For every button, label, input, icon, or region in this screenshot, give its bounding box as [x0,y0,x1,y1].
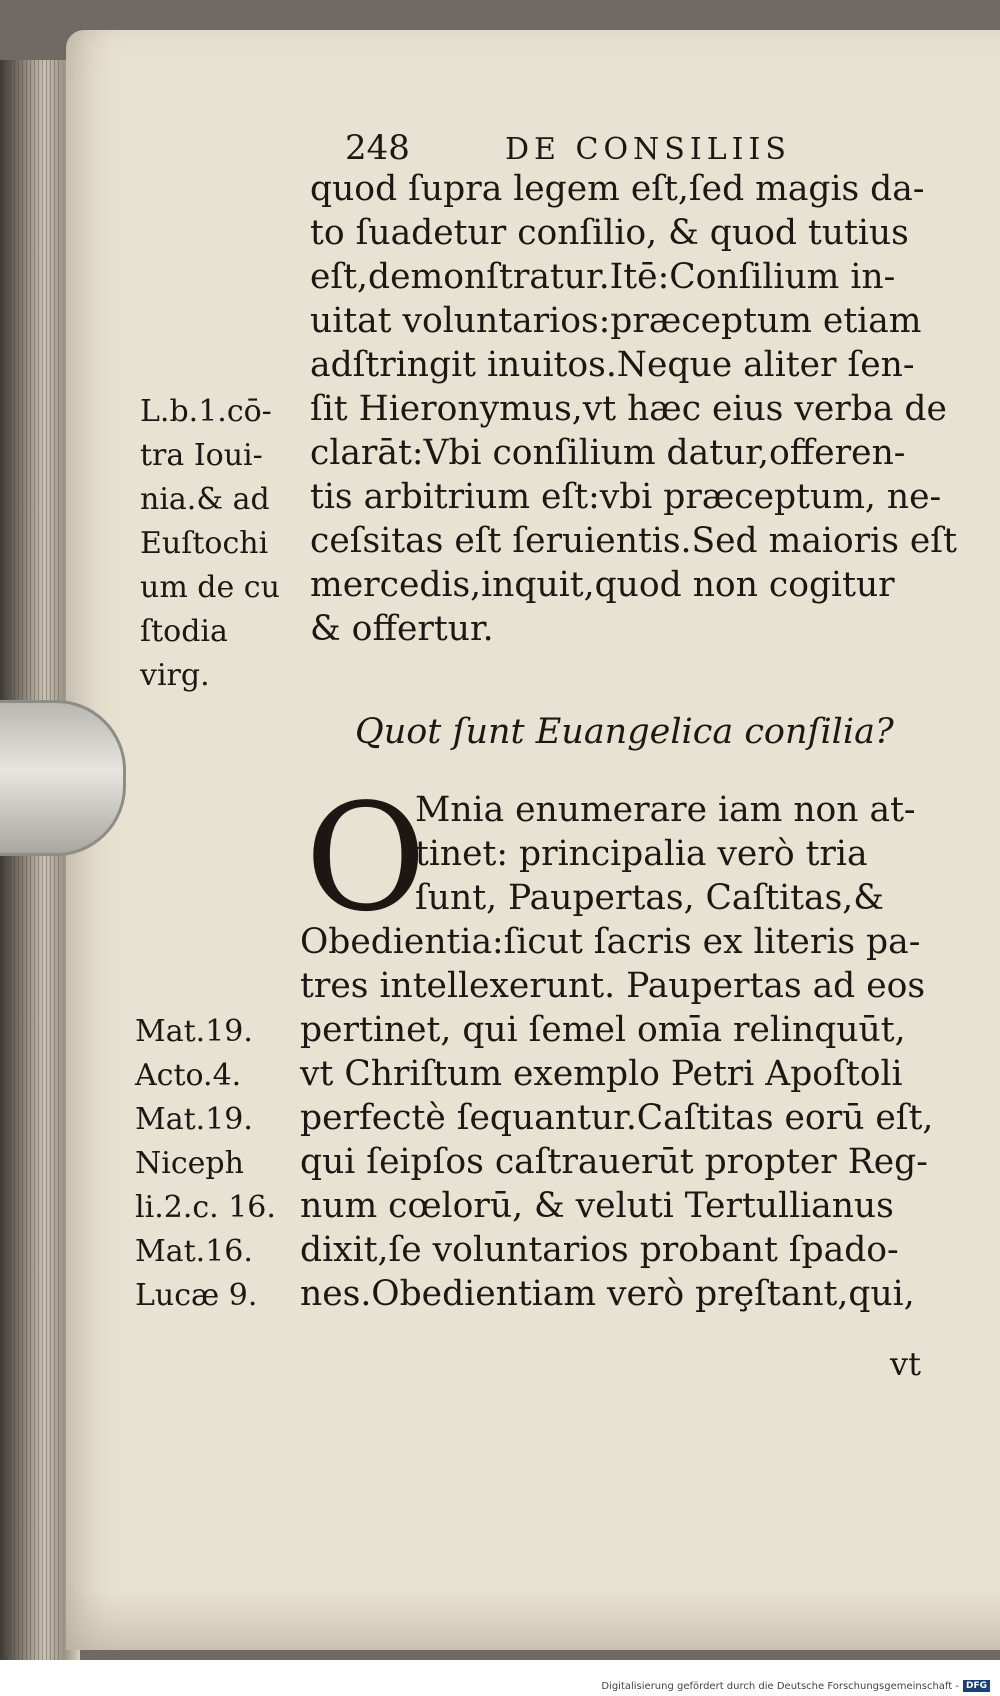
text-line: perfectè ſequantur.Caſtitas eorū eſt, [300,1098,934,1138]
text-line: ceſsitas eſt ſeruientis.Sed maioris eſt [310,521,957,561]
drop-cap: O [305,772,427,944]
text-line: tinet: principalia verò tria [415,834,868,874]
margin-line: Euſtochi [140,526,269,561]
text-line: quod ſupra legem eſt,ſed magis da- [310,169,925,209]
text-line: ſunt, Paupertas, Caſtitas,& [415,878,884,918]
margin-line: Niceph [135,1146,244,1181]
margin-line: Mat.16. [135,1234,253,1269]
margin-line: ſtodia [140,614,228,649]
text-line: Obedientia:ſicut ſacris ex literis pa- [300,922,921,962]
text-line: uitat voluntarios:præceptum etiam [310,301,922,341]
text-line: clarāt:Vbi conſilium datur,offeren- [310,433,906,473]
margin-line: virg. [140,658,210,693]
text-line: Mnia enumerare iam non at- [415,790,916,830]
text-line: num cœlorū, & veluti Tertullianus [300,1186,894,1226]
text-line: qui ſeipſos caſtrauerūt propter Reg- [300,1142,928,1182]
margin-line: um de cu [140,570,280,605]
margin-line: nia.& ad [140,482,270,517]
text-line: eſt,demonſtratur.Itē:Conſilium in- [310,257,896,297]
margin-line: L.b.1.cō- [140,394,272,429]
text-line: mercedis,inquit,quod non cogitur [310,565,895,605]
text-line: to ſuadetur conſilio, & quod tutius [310,213,909,253]
margin-line: li.2.c. 16. [135,1190,276,1225]
dfg-logo: DFG [963,1680,990,1692]
text-line: dixit,ſe voluntarios probant ſpado- [300,1230,899,1270]
digitization-credit [601,1680,990,1692]
section-heading: Quot ſunt Euangelica conſilia? [355,712,894,752]
text-line: pertinet, qui ſemel omīa relinquūt, [300,1010,906,1050]
text-line: tres intellexerunt. Paupertas ad eos [300,966,926,1006]
margin-line: tra Ioui- [140,438,263,473]
text-line: tis arbitrium eſt:vbi præceptum, ne- [310,477,942,517]
margin-line: Mat.19. [135,1014,253,1049]
margin-line: Acto.4. [135,1058,242,1093]
page-clip [0,700,126,856]
margin-line: Mat.19. [135,1102,253,1137]
text-line: adſtringit inuitos.Neque aliter ſen- [310,345,915,385]
text-line: vt Chriſtum exemplo Petri Apoſtoli [300,1054,903,1094]
text-line: nes.Obedientiam verò prȩſtant,qui, [300,1274,915,1314]
credit-text: Digitalisierung gefördert durch die Deutsche Forschungsgemeinschaft - [601,1680,959,1692]
page-number: 248 [345,128,410,168]
running-title: DE CONSILIIS [505,132,791,167]
text-line: ſit Hieronymus,vt hæc eius verba de [310,389,947,429]
text-line: & offertur. [310,609,494,649]
margin-line: Lucæ 9. [135,1278,258,1313]
catchword: vt [890,1345,921,1383]
